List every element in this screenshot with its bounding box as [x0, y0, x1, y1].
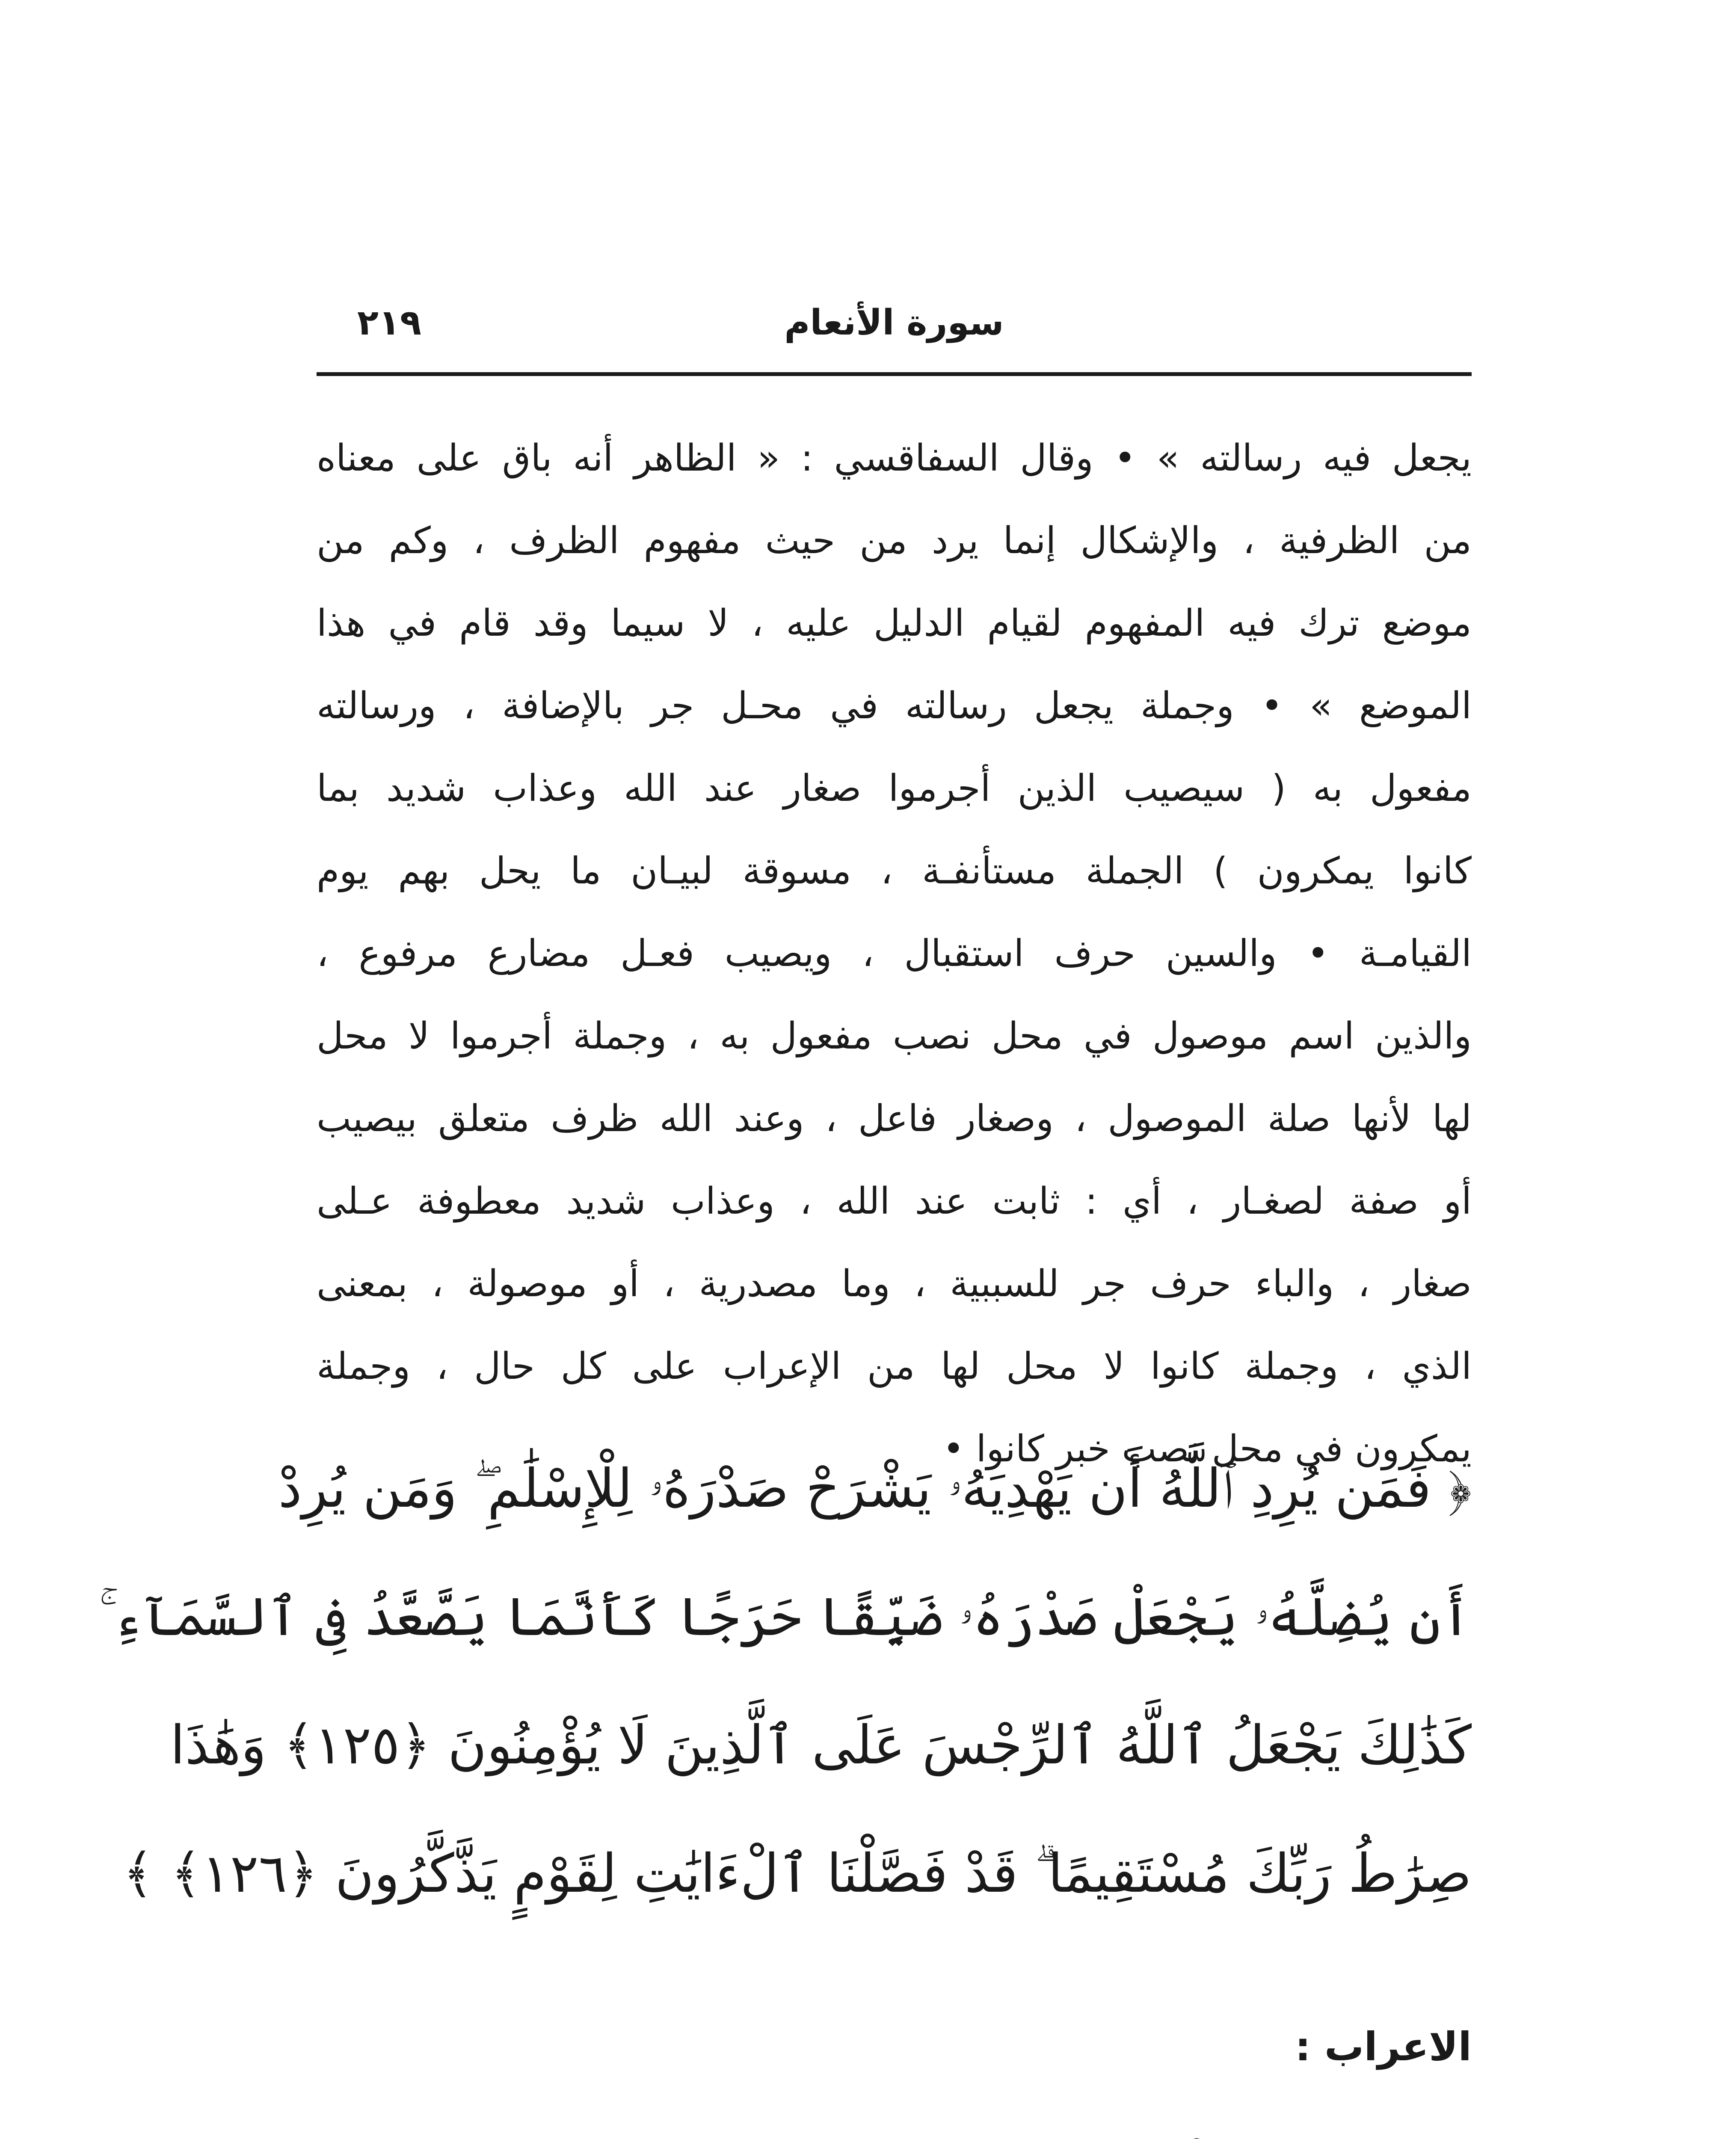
- header-divider: [317, 372, 1472, 376]
- commentary-line: كانوا يمكرون ) الجملة مستأنفـة ، مسوقة لبيـان ما يحل بهم يوم: [317, 850, 1472, 892]
- commentary-line: والذين اسم موصول في محل نصب مفعول به ، وجملة أجرموا لا محل: [317, 1015, 1472, 1058]
- analysis-line: [317, 2122, 1472, 2139]
- commentary-line: يجعل فيه رسالته » • وقال السفاقسي : « الظاهر أنه باق على معناه: [317, 437, 1472, 480]
- page-number: ٢١٩: [357, 302, 422, 343]
- surah-title: سورة الأنعام: [784, 302, 1004, 343]
- commentary-line: مفعول به ( سيصيب الذين أجرموا صغار عند الله وعذاب شديد بما: [317, 767, 1472, 810]
- commentary-line: صغار ، والباء حرف جر للسببية ، وما مصدرية ، أو موصولة ، بمعنى: [317, 1262, 1472, 1305]
- commentary-line: الذي ، وجملة كانوا لا محل لها من الإعراب على كل حال ، وجملة: [317, 1345, 1472, 1388]
- quran-verse-line: كَذَٰلِكَ يَجْعَلُ ٱللَّهُ ٱلرِّجْسَ عَلَى ٱلَّذِينَ لَا يُؤْمِنُونَ ﴿١٢٥﴾ وَهَٰذَا: [170, 1715, 1472, 1776]
- commentary-paragraph: [317, 417, 1472, 1490]
- quran-verse-line: صِرَٰطُ رَبِّكَ مُسْتَقِيمًا ۗ قَدْ فَصَّلْنَا ٱلْءَايَٰتِ لِقَوْمٍ يَذَّكَّرُونَ ﴿١٢٦﴾ ﴾: [122, 1843, 1472, 1905]
- quran-verse-block: [99, 1425, 1472, 1938]
- quran-verse-line: ﴿ فَمَن يُرِدِ ٱللَّهُ أَن يَهْدِيَهُۥ يَشْرَحْ صَدْرَهُۥ لِلْإِسْلَٰمِ ۖ وَمَن يُرِدْ: [278, 1458, 1472, 1520]
- quran-verse-line: أَن يُضِلَّهُۥ يَجْعَلْ صَدْرَهُۥ ضَيِّقًا حَرَجًا كَأَنَّمَا يَصَّعَّدُ فِى ٱلسَّمَآءِ ۚ: [99, 1586, 1472, 1648]
- commentary-line: الموضع » • وجملة يجعل رسالته في محـل جر بالإضافة ، ورسالته: [317, 684, 1472, 727]
- section-heading: الاعراب :: [1295, 2024, 1472, 2070]
- commentary-line: من الظرفية ، والإشكال إنما يرد من حيث مفهوم الظرف ، وكم من: [317, 519, 1472, 562]
- commentary-line: القيامـة • والسين حرف استقبال ، ويصيب فعـل مضارع مرفوع ،: [317, 932, 1472, 975]
- commentary-line: أو صفة لصغـار ، أي : ثابت عند الله ، وعذاب شديد معطوفة عـلى: [317, 1180, 1472, 1223]
- commentary-line: لها لأنها صلة الموصول ، وصغار فاعل ، وعند الله ظرف متعلق بيصيب: [317, 1097, 1472, 1140]
- commentary-line: يمكرون في محل نصب خبر كانوا •: [942, 1428, 1472, 1470]
- page-header: [317, 295, 1472, 368]
- commentary-line: موضع ترك فيه المفهوم لقيام الدليل عليه ، لا سيما وقد قام في هذا: [317, 602, 1472, 645]
